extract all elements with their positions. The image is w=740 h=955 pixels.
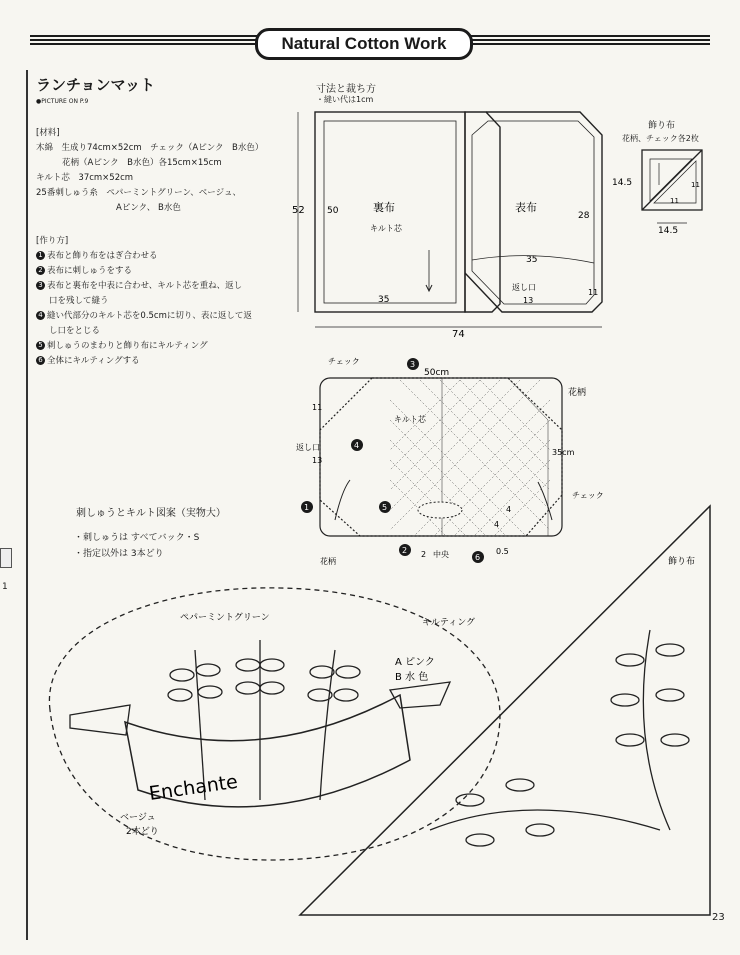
pattern-note2: ・指定以外は 3本どり [74, 549, 164, 559]
asm-35cm: 35cm [552, 448, 575, 457]
callout-2: 2 [402, 546, 408, 555]
material-line: キルト芯 37cm×52cm [36, 173, 134, 183]
kazari-pattern-label: 飾り布 [668, 557, 696, 567]
step-number: 6 [36, 356, 45, 365]
embroidery-word: Enchante [147, 770, 240, 805]
kazari-dim-h: 14.5 [658, 226, 679, 235]
asm-chuo: 中央 [433, 550, 449, 559]
asm-50cm: 50cm [424, 368, 450, 378]
kazari-11a: 11 [670, 197, 679, 205]
side-tab [0, 548, 12, 568]
callout-4: 4 [354, 441, 360, 450]
material-line: 花柄（Aピンク B水色）各15cm×15cm [62, 158, 222, 168]
sprig-stem-2 [430, 810, 660, 830]
quilting-outline [49, 588, 500, 860]
kazari-dim-v: 14.5 [612, 178, 633, 188]
callout-6: 6 [475, 553, 481, 562]
side-tab-number: 1 [2, 582, 8, 592]
asm-11: 11 [312, 403, 323, 412]
ura-label: 裏布 [373, 201, 395, 214]
page-number: 23 [712, 912, 725, 923]
project-title: ランチョンマット [36, 76, 155, 94]
asm-4a: 4 [506, 505, 512, 514]
method-step: 3 表布と裏布を中表に合わせ、キルト芯を重ね、返し [36, 279, 252, 294]
sprig-stem [643, 630, 670, 830]
callout-1: 1 [304, 503, 310, 512]
pink-label: A ピンク [395, 657, 435, 668]
method-step: 6 全体にキルティングする [36, 354, 252, 369]
materials-heading: [材料] [36, 128, 60, 138]
asm-2: 2 [421, 550, 427, 559]
kilt-label: キルト芯 [370, 224, 402, 233]
kazari-triangle [300, 506, 710, 915]
material-line: 木綿 生成り74cm×52cm チェック（Aピンク B水色） [36, 143, 264, 153]
kaeshi-label: 返し口 [512, 283, 536, 292]
pattern-drawing [30, 500, 720, 920]
dim-35-omote: 35 [526, 255, 538, 265]
method-step: 口を残して縫う [49, 296, 109, 306]
step-number: 2 [36, 266, 45, 275]
dim-74: 74 [452, 329, 465, 340]
kazari-diagram [612, 145, 712, 235]
quilting-label: キルティング [422, 618, 476, 628]
asm-check: チェック [328, 357, 360, 366]
section-title: Natural Cotton Work [255, 28, 473, 60]
beige-strands: 2本どり [126, 827, 159, 837]
kazari-title: 飾り布 [648, 121, 676, 131]
method-step: し口をとじる [49, 326, 101, 336]
green-label: ペパーミントグリーン [180, 613, 270, 623]
asm-05: 0.5 [496, 547, 509, 556]
material-line: Aピンク、 B水色 [116, 203, 181, 213]
dim-52: 52 [292, 205, 305, 216]
kazari-note: 花柄、チェック各2枚 [622, 134, 699, 143]
dim-11: 11 [588, 288, 599, 297]
omote-label: 表布 [515, 201, 537, 214]
asm-13: 13 [312, 456, 323, 465]
kazari-inner-a [650, 159, 692, 201]
kazari-11b: 11 [691, 181, 700, 189]
margin-rule [26, 70, 28, 940]
asm-check2: チェック [572, 491, 604, 500]
method-step: 5 刺しゅうのまわりと飾り布にキルティング [36, 339, 252, 354]
asm-kilt: キルト芯 [394, 415, 426, 424]
asm-4b: 4 [494, 520, 500, 529]
step-number: 1 [36, 251, 45, 260]
seam-note: ・縫い代は1cm [316, 95, 374, 104]
dim-50: 50 [327, 206, 339, 216]
dim-13: 13 [523, 296, 534, 305]
method-step: 1 表布と飾り布をはぎ合わせる [36, 249, 252, 264]
step-number: 3 [36, 281, 45, 290]
dim-28: 28 [578, 211, 590, 221]
method-step: 2 表布に刺しゅうをする [36, 264, 252, 279]
method-block [36, 234, 252, 369]
materials-block [36, 126, 263, 216]
step-number: 4 [36, 311, 45, 320]
step-number: 5 [36, 341, 45, 350]
method-step: 4 縫い代部分のキルト芯を0.5cmに切り、表に返して返 [36, 309, 252, 324]
blue-label: B 水 色 [395, 672, 429, 683]
dimensions-title: 寸法と裁ち方 [316, 84, 376, 95]
cutting-diagram [290, 105, 620, 345]
dim-35-ura: 35 [378, 295, 390, 305]
method-heading: [作り方] [36, 236, 69, 246]
pattern-title: 刺しゅうとキルト図案（実物大） [76, 508, 226, 519]
beige-label: ベージュ [120, 813, 156, 823]
picture-ref: ●PICTURE ON P.9 [36, 98, 89, 105]
pattern-note1: ・刺しゅうは すべてバック・S [74, 533, 200, 543]
material-line: 25番刺しゅう糸 ペパーミントグリーン、ベージュ、 [36, 188, 241, 198]
asm-hanagara2: 花柄 [320, 557, 336, 566]
asm-kaeshi: 返し口 [296, 443, 320, 452]
asm-hanagara: 花柄 [568, 388, 587, 398]
callout-3: 3 [410, 360, 416, 369]
callout-5: 5 [382, 503, 388, 512]
